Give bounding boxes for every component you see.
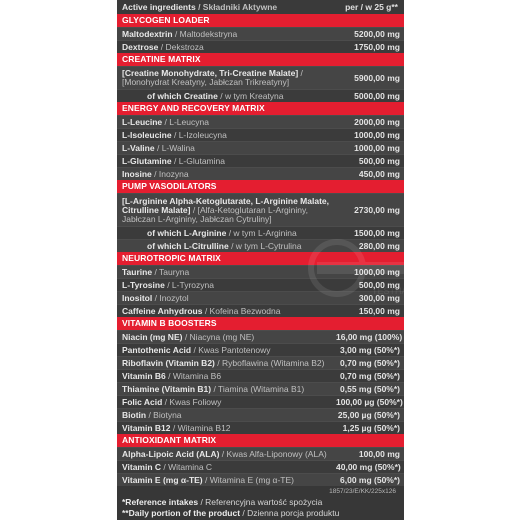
- table-row: [117, 304, 404, 317]
- ingredient-name-en: Vitamin B6: [122, 371, 166, 381]
- ingredient-name: L-Isoleucine / L-Izoleucyna: [122, 130, 227, 140]
- ingredient-amount: 500,00 mg: [358, 279, 400, 290]
- ingredient-amount: 5200,00 mg: [354, 28, 400, 39]
- ingredient-name: Inosine / Inozyna: [122, 169, 189, 179]
- ingredient-amount: 3,00 mg (50%*): [340, 344, 400, 355]
- ingredient-amount: 0,70 mg (50%*): [340, 370, 400, 381]
- ingredient-name-pl: L-Leucyna: [169, 117, 209, 127]
- ingredient-name: Vitamin B12 / Witamina B12: [122, 423, 231, 433]
- footnote-en: **Daily portion of the product: [122, 508, 241, 518]
- table-row: [117, 343, 404, 356]
- table-row: [117, 193, 404, 226]
- section-header: CREATINE MATRIX: [117, 53, 404, 66]
- ingredient-amount: 0,70 mg (50%*): [340, 357, 400, 368]
- table-row: [117, 278, 404, 291]
- ingredient-name-en: Alpha-Lipoic Acid (ALA): [122, 449, 220, 459]
- header-label-en: Active ingredients: [122, 2, 196, 12]
- ingredient-name-pl: Witamina B6: [172, 371, 222, 381]
- footnotes: [117, 497, 404, 519]
- ingredient-name-pl: Dekstroza: [165, 42, 204, 52]
- ingredient-amount: 2000,00 mg: [354, 116, 400, 127]
- ingredient-name: [L-Arginine Alpha-Ketoglutarate, L-Arginine Malate, Citrulline Malate] / [Alfa-Ketoglutaran L-Argininy, Jabłczan L-Argininy, Jabłczan Cytruliny]: [122, 196, 329, 224]
- footnote-en: *Reference intakes: [122, 497, 199, 507]
- ingredient-name-pl: L-Walina: [161, 143, 195, 153]
- footnote: *Reference intakes / Referencyjna wartość spożycia: [117, 497, 404, 508]
- ingredient-name-pl: Witamina B12: [177, 423, 231, 433]
- ingredient-amount: 280,00 mg: [358, 240, 400, 251]
- ingredient-name-en: Biotin: [122, 410, 147, 420]
- table-row: [117, 154, 404, 167]
- table-header: Active ingredients / Składniki Aktywne per / w 25 g**: [117, 0, 404, 14]
- ingredient-name: Vitamin C / Witamina C: [122, 462, 213, 472]
- ingredient-name-en: Niacin (mg NE): [122, 332, 183, 342]
- ingredient-name-en: of which L-Citrulline: [147, 241, 229, 251]
- ingredient-amount: 5000,00 mg: [354, 90, 400, 101]
- ingredient-name: Pantothenic Acid / Kwas Pantotenowy: [122, 345, 271, 355]
- ingredient-name: Vitamin E (mg α-TE) / Witamina E (mg α-TE): [122, 475, 294, 485]
- ingredient-name: Folic Acid / Kwas Foliowy: [122, 397, 222, 407]
- ingredient-name-pl: Biotyna: [153, 410, 182, 420]
- ingredient-name-en: Pantothenic Acid: [122, 345, 192, 355]
- section-header: PUMP VASODILATORS: [117, 180, 404, 193]
- ingredient-name-en: [Creatine Monohydrate, Tri-Creatine Malate]: [122, 69, 299, 78]
- watermark-text: TESTHARDSPORT.COM: [372, 286, 474, 296]
- ingredient-name: L-Leucine / L-Leucyna: [122, 117, 209, 127]
- ingredient-name-en: Taurine: [122, 267, 153, 277]
- ingredient-amount: 1,25 µg (50%*): [342, 422, 400, 433]
- ingredient-amount: 2730,00 mg: [354, 204, 400, 215]
- ingredient-amount: 300,00 mg: [358, 292, 400, 303]
- ingredient-amount: 500,00 mg: [358, 155, 400, 166]
- ingredient-name-pl: Witamina E (mg α-TE): [209, 475, 294, 485]
- table-row: [117, 167, 404, 180]
- ingredient-name-pl: w tym L-Cytrulina: [235, 241, 302, 251]
- ingredient-name: Alpha-Lipoic Acid (ALA) / Kwas Alfa-Liponowy (ALA): [122, 449, 327, 459]
- table-row: [117, 115, 404, 128]
- product-code: 1857/23/E/KK/225x126: [117, 486, 404, 497]
- supplement-facts-panel: [117, 0, 474, 520]
- ingredient-name-pl: Niacyna (mg NE): [189, 332, 255, 342]
- ingredient-amount: 150,00 mg: [358, 305, 400, 316]
- ingredient-name-en: Inositol: [122, 293, 153, 303]
- table-row: [117, 40, 404, 53]
- ingredient-name-en: Folic Acid: [122, 397, 163, 407]
- table-row: [117, 382, 404, 395]
- table-row: [117, 369, 404, 382]
- ingredient-name-pl: Witamina C: [168, 462, 213, 472]
- ingredient-name-pl: Inozyna: [158, 169, 189, 179]
- table-row: [117, 226, 404, 239]
- ingredient-name: Riboflavin (Vitamin B2) / Ryboflawina (Witamina B2): [122, 358, 325, 368]
- header-per-portion: per / w 25 g**: [345, 2, 398, 12]
- ingredient-name: L-Valine / L-Walina: [122, 143, 195, 153]
- footnote: **Daily portion of the product / Dzienna porcja produktu: [117, 508, 404, 519]
- ingredient-name-pl: Ryboflawina (Witamina B2): [221, 358, 325, 368]
- ingredient-name-en: L-Tyrosine: [122, 280, 165, 290]
- ingredient-amount: 1000,00 mg: [354, 142, 400, 153]
- ingredient-name-pl: L-Tyrozyna: [171, 280, 214, 290]
- table-row: [117, 89, 404, 102]
- ingredient-amount: 0,55 mg (50%*): [340, 383, 400, 394]
- footnote-pl: Referencyjna wartość spożycia: [205, 497, 323, 507]
- section-header: VITAMIN B BOOSTERS: [117, 317, 404, 330]
- table-row: [117, 421, 404, 434]
- ingredient-name-pl: Kwas Alfa-Liponowy (ALA): [226, 449, 327, 459]
- ingredient-name: Caffeine Anhydrous / Kofeina Bezwodna: [122, 306, 281, 316]
- ingredient-amount: 1750,00 mg: [354, 41, 400, 52]
- ingredient-amount: 5900,00 mg: [354, 72, 400, 83]
- ingredient-name-pl: L-Izoleucyna: [178, 130, 227, 140]
- ingredient-amount: 40,00 mg (50%*): [336, 461, 401, 472]
- ingredient-name-en: Inosine: [122, 169, 152, 179]
- ingredient-name-pl: Inozytol: [159, 293, 189, 303]
- ingredient-name-pl: Kofeina Bezwodna: [209, 306, 281, 316]
- ingredient-name-pl: Maltodekstryna: [179, 29, 238, 39]
- ingredient-name-pl: L-Glutamina: [178, 156, 225, 166]
- ingredient-name: Maltodextrin / Maltodekstryna: [122, 29, 238, 39]
- ingredient-name: L-Glutamine / L-Glutamina: [122, 156, 225, 166]
- table-row: [117, 356, 404, 369]
- ingredient-name-en: L-Leucine: [122, 117, 163, 127]
- table-row: [117, 291, 404, 304]
- footnote-pl: Dzienna porcja produktu: [247, 508, 340, 518]
- ingredient-name: of which Creatine / w tym Kreatyna: [147, 91, 284, 101]
- ingredient-name-en: L-Glutamine: [122, 156, 172, 166]
- section-header: ANTIOXIDANT MATRIX: [117, 434, 404, 447]
- ingredient-amount: 6,00 mg (50%*): [340, 474, 400, 485]
- section-header: NEUROTROPIC MATRIX: [117, 252, 404, 265]
- ingredient-name-en: Maltodextrin: [122, 29, 173, 39]
- table-row: [117, 239, 404, 252]
- table-row: [117, 27, 404, 40]
- table-row: [117, 408, 404, 421]
- ingredient-name-en: Riboflavin (Vitamin B2): [122, 358, 215, 368]
- ingredient-name-en: of which Creatine: [147, 91, 218, 101]
- ingredient-name: L-Tyrosine / L-Tyrozyna: [122, 280, 214, 290]
- ingredient-name: Biotin / Biotyna: [122, 410, 182, 420]
- ingredient-amount: 1500,00 mg: [354, 227, 400, 238]
- ingredient-name: [Creatine Monohydrate, Tri-Creatine Malate] / [Monohydrat Kreatyny, Jabłczan Trikreatyny]: [122, 69, 303, 87]
- section-header: ENERGY AND RECOVERY MATRIX: [117, 102, 404, 115]
- ingredient-name-en: Vitamin B12: [122, 423, 171, 433]
- ingredient-name-en: Caffeine Anhydrous: [122, 306, 203, 316]
- ingredient-name-en: Dextrose: [122, 42, 159, 52]
- ingredient-name: Niacin (mg NE) / Niacyna (mg NE): [122, 332, 255, 342]
- ingredient-name: Taurine / Tauryna: [122, 267, 190, 277]
- table-row: [117, 395, 404, 408]
- ingredient-amount: 450,00 mg: [358, 168, 400, 179]
- ingredient-name: of which L-Arginine / w tym L-Arginina: [147, 228, 297, 238]
- table-row: [117, 447, 404, 460]
- ingredient-name-pl: w tym L-Arginina: [233, 228, 297, 238]
- ingredient-name: Thiamine (Vitamin B1) / Tiamina (Witamina B1): [122, 384, 305, 394]
- ingredient-name-en: L-Isoleucine: [122, 130, 172, 140]
- table-row: [117, 460, 404, 473]
- ingredient-name-en: Vitamin C: [122, 462, 162, 472]
- table-row: [117, 141, 404, 154]
- ingredient-amount: 25,00 µg (50%*): [337, 409, 400, 420]
- ingredient-name-pl: Tiamina (Witamina B1): [218, 384, 305, 394]
- ingredient-name: of which L-Citrulline / w tym L-Cytrulina: [147, 241, 302, 251]
- ingredient-name-en: [L-Arginine Alpha-Ketoglutarate, L-Arginine Malate, Citrulline Malate]: [122, 196, 329, 215]
- table-row: [117, 265, 404, 278]
- ingredient-name-pl: Tauryna: [159, 267, 190, 277]
- ingredient-name-pl: [Monohydrat Kreatyny, Jabłczan Trikreatyny]: [122, 77, 290, 87]
- ingredient-name: Vitamin B6 / Witamina B6: [122, 371, 222, 381]
- ingredient-amount: 1000,00 mg: [354, 266, 400, 277]
- table-row: [117, 473, 404, 486]
- ingredient-name-en: Thiamine (Vitamin B1): [122, 384, 212, 394]
- ingredient-amount: 100,00 µg (50%*): [336, 396, 403, 407]
- header-label-pl: Składniki Aktywne: [202, 2, 278, 12]
- table-row: [117, 128, 404, 141]
- ingredient-name-en: of which L-Arginine: [147, 228, 227, 238]
- ingredient-name-en: Vitamin E (mg α-TE): [122, 475, 203, 485]
- ingredient-name-pl: Kwas Foliowy: [169, 397, 222, 407]
- ingredient-name: Dextrose / Dekstroza: [122, 42, 204, 52]
- ingredient-name-en: L-Valine: [122, 143, 155, 153]
- ingredient-amount: 100,00 mg: [358, 448, 400, 459]
- ingredient-name: Inositol / Inozytol: [122, 293, 189, 303]
- ingredient-name-pl: Kwas Pantotenowy: [198, 345, 271, 355]
- ingredient-name-pl: w tym Kreatyna: [224, 91, 284, 101]
- section-header: GLYCOGEN LOADER: [117, 14, 404, 27]
- table-row: [117, 66, 404, 89]
- ingredient-name-pl: [Alfa-Ketoglutaran L-Argininy, Jabłczan L-Argininy, Jabłczan Cytruliny]: [122, 204, 308, 224]
- table-row: [117, 330, 404, 343]
- ingredient-amount: 1000,00 mg: [354, 129, 400, 140]
- ingredient-amount: 16,00 mg (100%): [336, 331, 403, 342]
